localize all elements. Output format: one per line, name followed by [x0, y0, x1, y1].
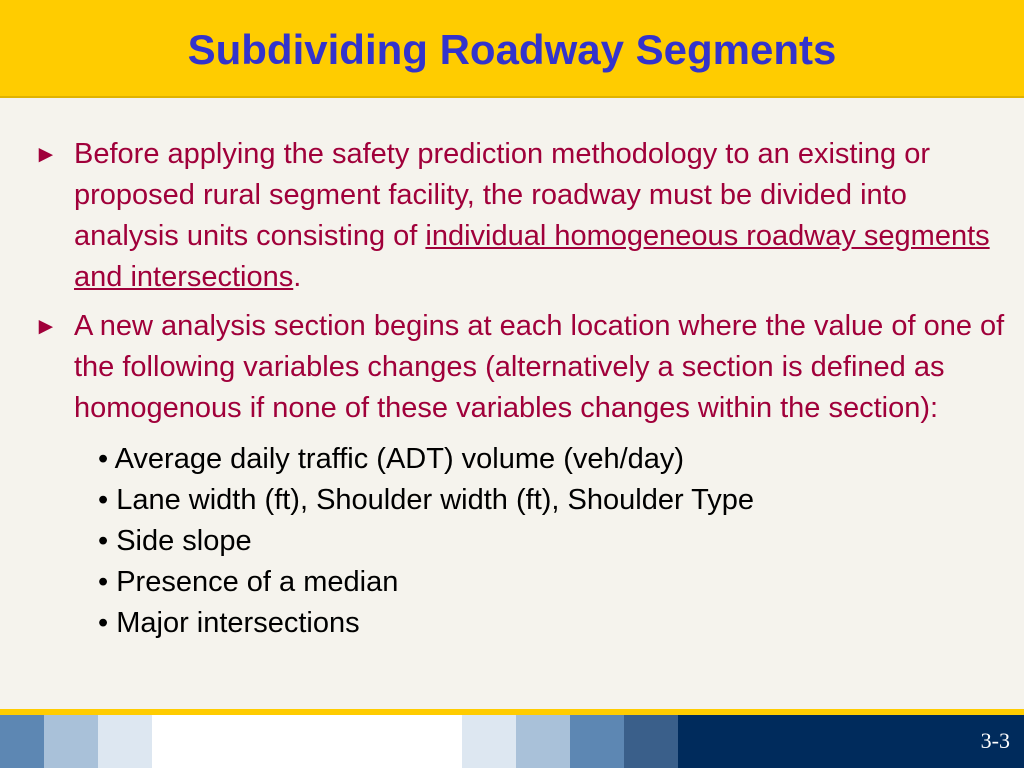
footer-block [570, 715, 624, 768]
footer-block [678, 715, 1024, 768]
bullet-1-text-a: Before applying the safety prediction methodology to an existing or proposed rural segment facility, the roadway must be divided into analysis units consisting of [74, 138, 931, 252]
bullet-2 [34, 306, 1014, 429]
sub-bullet-item: • Major intersections [98, 607, 360, 639]
sub-bullet-item: • Presence of a median [98, 566, 399, 598]
sub-bullet-item: • Lane width (ft), Shoulder width (ft), Shoulder Type [98, 484, 755, 516]
footer-block [516, 715, 570, 768]
arrow-bullet-icon: ► [34, 141, 58, 168]
page-number: 3-3 [980, 728, 1010, 753]
sub-bullet-list [98, 439, 1014, 644]
slide-title: Subdividing Roadway Segments [187, 26, 837, 73]
footer-block [0, 715, 44, 768]
sub-bullet-item: • Average daily traffic (ADT) volume (veh/day) [98, 443, 685, 475]
bullet-1-text [74, 134, 1014, 298]
footer-block [44, 715, 98, 768]
title-bar [0, 0, 1024, 98]
sub-bullet-item: • Side slope [98, 525, 252, 557]
arrow-bullet-icon: ► [34, 313, 58, 340]
footer-block [152, 715, 462, 768]
bullet-1-underlined: individual homogeneous roadway segments and intersections [74, 220, 990, 293]
footer-block [624, 715, 678, 768]
bullet-1 [34, 134, 1014, 298]
bullet-2-text: A new analysis section begins at each location where the value of one of the following variables changes (alternatively a section is defined as homogenous if none of these variables changes within the section): [74, 310, 1005, 424]
bullet-1-text-b: . [293, 261, 302, 293]
slide-content [34, 134, 1014, 644]
footer-block [462, 715, 516, 768]
footer-block [98, 715, 152, 768]
footer-bar [0, 715, 1024, 768]
